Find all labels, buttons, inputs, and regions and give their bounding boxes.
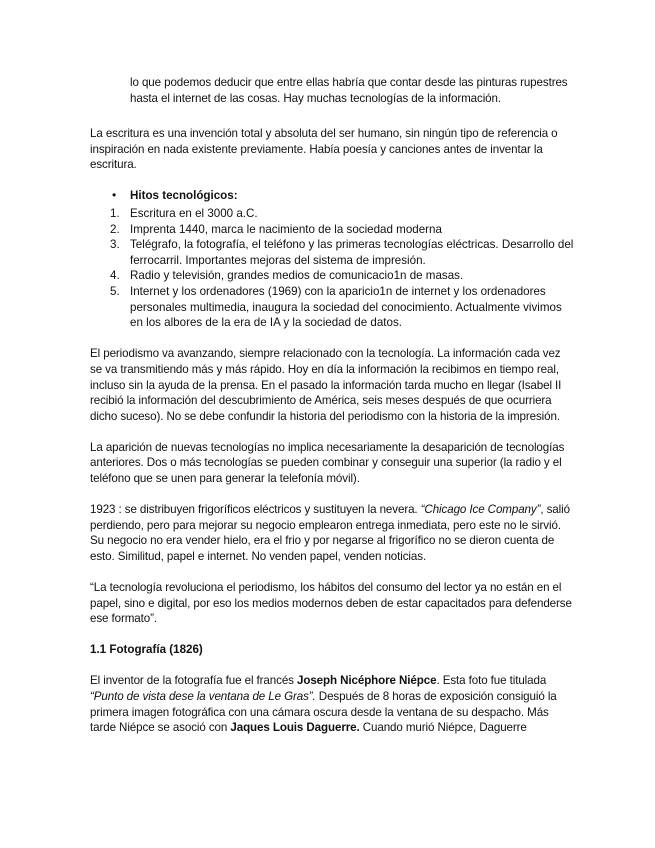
nevera-text-end: , salió perdiendo, pero para mejorar su negocio emplearon entrega inmediata, pero este no le sirvió. Su negocio no era vender hielo, era el frio y por negarse al frigorífico no se dieron cuenta de esto. Similitud, papel e internet. No venden papel, venden noticias. [90, 503, 570, 563]
list-item-text: Telégrafo, la fotografía, el teléfono y las primeras tecnologías eléctricas. Desarrollo del ferrocarril. Importantes mejoras del sistema de impresión. [130, 238, 574, 267]
quote-paragraph: “La tecnología revoluciona el periodismo, los hábitos del consumo del lector ya no están en el papel, sino e digital, por eso los medios modernos deben de estar capacitados para defenderse ese formato”. [90, 580, 572, 626]
list-item [90, 222, 575, 238]
photo-title: “Punto de vista dese la ventana de Le Gras”. [90, 689, 316, 703]
nevera-paragraph [90, 502, 575, 564]
list-item-text: Internet y los ordenadores (1969) con la aparicio1n de internet y los ordenadores personales multimedia, inaugura la sociedad del conocimiento. Actualmente vivimos en los albores de la era de IA y la sociedad de datos. [130, 285, 562, 330]
list-item-text: Escritura en el 3000 a.C. [130, 207, 258, 221]
list-number: 2. [110, 222, 120, 236]
escritura-paragraph: La escritura es una invención total y absoluta del ser humano, sin ningún tipo de referencia o inspiración en nada existente previamente. Había poesía y canciones antes de inventar la escritura. [90, 127, 558, 172]
hitos-heading: Hitos tecnológicos: [130, 189, 238, 203]
niepce-name: Joseph Nicéphore Niépce [297, 674, 437, 688]
list-number: 5. [110, 285, 120, 299]
list-number: 3. [110, 238, 120, 252]
list-item [90, 284, 575, 331]
hitos-heading-item [90, 188, 575, 204]
foto-text-2: . Esta foto fue titulada [436, 674, 547, 688]
foto-text-3: Después de 8 horas de exposición consiguió la primera imagen fotográfica con una cámara oscura desde la ventana de su despacho. Más tarde Niépce se asoció con [90, 689, 557, 735]
aparicion-paragraph: La aparición de nuevas tecnologías no implica necesariamente la desaparición de tecnologías anteriores. Dos o más tecnologías se pueden combinar y conseguir una superior (la radio y el teléfono que se unen para generar la telefonía móvil). [90, 440, 565, 485]
list-number: 1. [110, 207, 120, 221]
bullet-marker: • [112, 188, 117, 203]
continuation-paragraph: lo que podemos deducir que entre ellas habría que contar desde las pinturas rupestres hasta el internet de las cosas. Hay muchas tecnologías de la información. [130, 76, 568, 105]
list-item [90, 237, 575, 268]
chicago-ice-company: “Chicago Ice Company” [420, 503, 541, 517]
section-number: 1.1 [90, 643, 107, 657]
list-number: 4. [110, 269, 120, 283]
daguerre-name: Jaques Louis Daguerre. [230, 721, 360, 735]
nevera-text-start: 1923 : se distribuyen frigoríficos eléctricos y sustituyen la nevera. [90, 503, 421, 517]
periodismo-paragraph: El periodismo va avanzando, siempre relacionado con la tecnología. La información cada vez se va transmitiendo más y más rápido. Hoy en día la información la recibimos en tiempo real, incluso sin la ayuda de la prensa. En el pasado la información tarda mucho en llegar (Isabel II recibió la información del descubrimiento de América, seis meses después de que ocurriera dicho suceso). No se debe confundir la historia del periodismo con la historia de la impresión. [90, 347, 562, 423]
list-item-text: Imprenta 1440, marca le nacimiento de la sociedad moderna [130, 222, 442, 236]
hitos-list [90, 188, 575, 330]
section-title: Fotografía (1826) [109, 643, 203, 657]
list-item [90, 206, 575, 222]
foto-text-4: Cuando murió Niépce, Daguerre [359, 721, 527, 735]
section-heading [90, 642, 575, 658]
list-item [90, 268, 575, 284]
list-item-text: Radio y televisión, grandes medios de comunicacio1n de masas. [130, 269, 464, 283]
fotografia-paragraph [90, 673, 575, 735]
foto-text-1: El inventor de la fotografía fue el francés [90, 674, 297, 688]
